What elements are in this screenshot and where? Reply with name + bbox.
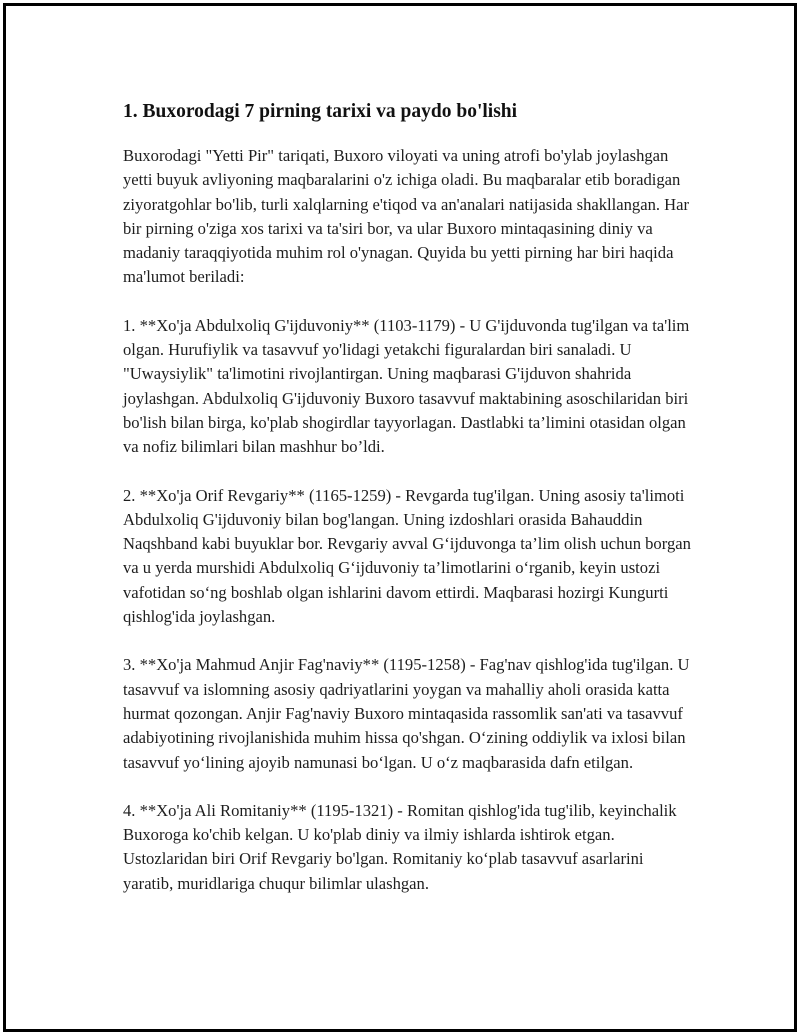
- paragraph-ali-romitaniy: 4. **Xo'ja Ali Romitaniy** (1195-1321) - Romitan qishlog'ida tug'ilib, keyinchalik Buxoroga ko'chib kelgan. U ko'plab diniy va ilmiy ishlarda ishtirok etgan. Ustozlaridan biri Orif Revgariy bo'lgan. Romitaniy ko‘plab tasavvuf asarlarini yaratib, muridlariga chuqur bilimlar ulashgan.: [123, 800, 677, 893]
- paragraph-orif-revgariy: 2. **Xo'ja Orif Revgariy** (1165-1259) - Revgarda tug'ilgan. Uning asosiy ta'limoti Abdulxoliq G'ijduvoniy bilan bog'langan. Uning izdoshlari orasida Bahauddin Naqshband kabi buyuklar bor. Revgariy avval G‘ijduvonga ta’lim olish uchun borgan va u yerda murshidi Abdulxoliq G‘ijduvoniy ta’limotlarini o‘rganib, keyin ustozi vafotidan so‘ng boshlab olgan ishlarini davom ettirdi. Maqbarasi hozirgi Kungurti qishlog'ida joylashgan.: [123, 485, 691, 627]
- paragraph-mahmud-anjir-fagnaviy: 3. **Xo'ja Mahmud Anjir Fag'naviy** (1195-1258) - Fag'nav qishlog'ida tug'ilgan. U tasavvuf va islomning asosiy qadriyatlarini yoygan va mahalliy aholi orasida katta hurmat qozongan. Anjir Fag'naviy Buxoro mintaqasida rassomlik san'ati va tasavvuf adabiyotining rivojlanishida muhim hissa qo'shgan. O‘zining oddiylik va ixlosi bilan tasavvuf yo‘lining ajoyib namunasi bo‘lgan. U o‘z maqbarasida dafn etilgan.: [123, 655, 690, 772]
- intro-paragraph: Buxorodagi "Yetti Pir" tariqati, Buxoro viloyati va uning atrofi bo'ylab joylashgan yetti buyuk avliyoning maqbaralarini o'z ichiga oladi. Bu maqbaralar etib boradigan ziyoratgohlar bo'lib, turli xalqlarning e'tiqod va an'analari natijasida shakllangan. Har bir pirning o'ziga xos tarixi va ta'siri bor, va ular Buxoro mintaqasining diniy va madaniy taraqqiyotida muhim rol o'ynagan. Quyida bu yetti pirning har biri haqida ma'lumot beriladi:: [123, 146, 690, 287]
- paragraph-abdulxoliq-gijduvoniy: 1. **Xo'ja Abdulxoliq G'ijduvoniy** (1103-1179) - U G'ijduvonda tug'ilgan va ta'lim olgan. Hurufiylik va tasavvuf yo'lidagi yetakchi figuralardan biri sanaladi. U "Uwaysiylik" ta'limotini rivojlantirgan. Uning maqbarasi G'ijduvon shahrida joylashgan. Abdulxoliq G'ijduvoniy Buxoro tasavvuf maktabining asoschilaridan biri bo'lish bilan birga, ko'plab shogirdlar tayyorlagan. Dastlabki ta’limini otasidan olgan va nofiz bilimlari bilan mashhur bo’ldi.: [123, 315, 690, 457]
- document-title: 1. Buxorodagi 7 pirning tarixi va paydo bo'lishi: [123, 101, 518, 122]
- page-frame: [3, 3, 797, 1032]
- document-body: [123, 100, 693, 920]
